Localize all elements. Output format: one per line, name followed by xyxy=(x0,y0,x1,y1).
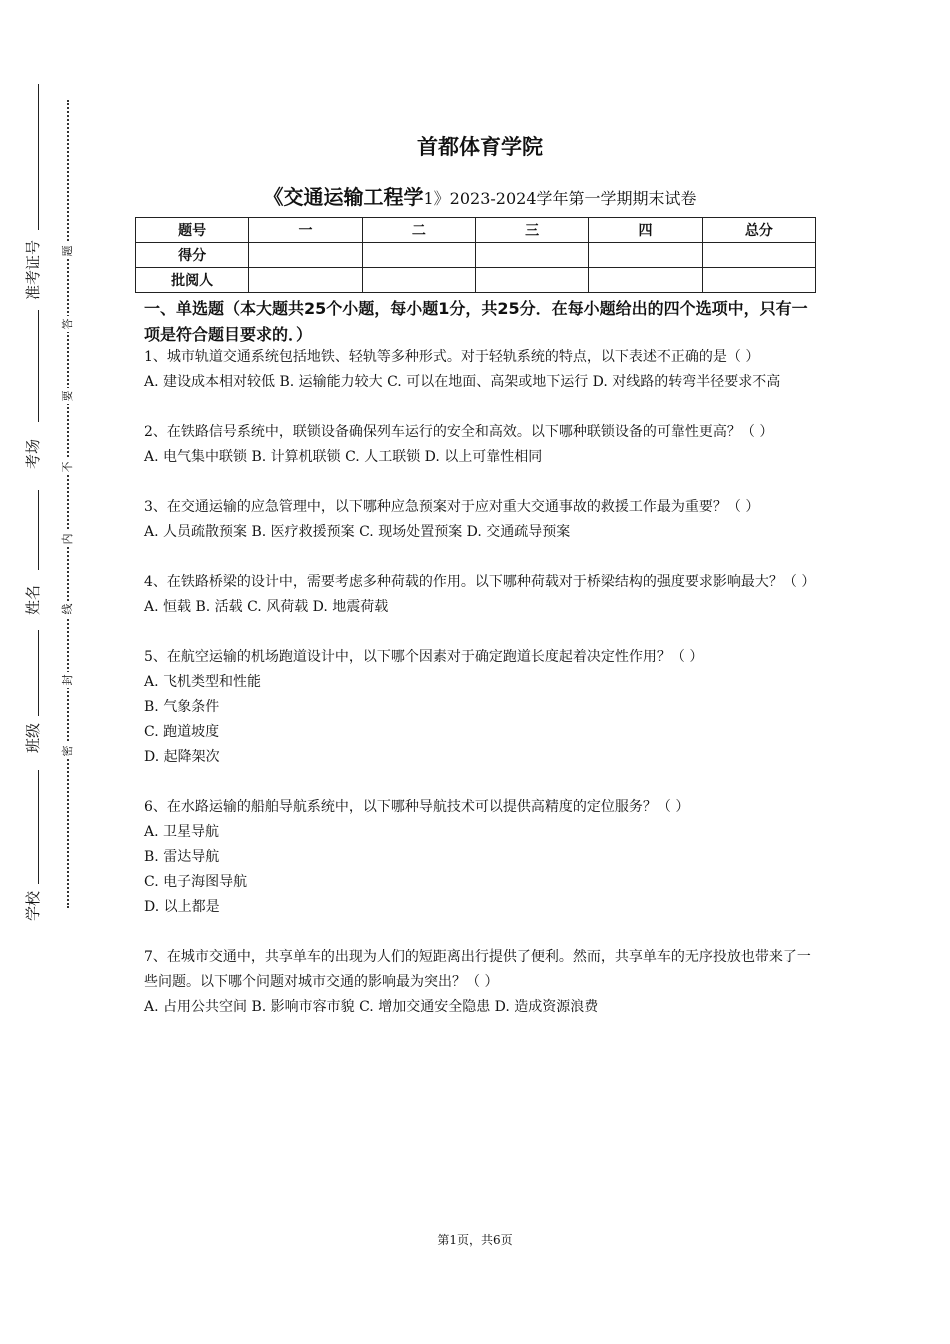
score-table-row xyxy=(136,243,816,268)
question-options: A. 占用公共空间 B. 影响市容市貌 C. 增加交通安全隐患 D. 造成资源浪费 xyxy=(144,999,599,1015)
section-heading: 一、单选题（本大题共25个小题，每小题1分，共25分．在每小题给出的四个选项中，只有一项是符合题目要求的．） xyxy=(144,299,808,344)
question-option: B. 雷达导航 xyxy=(144,849,220,865)
seal-dotted-line xyxy=(67,100,69,908)
score-cell xyxy=(249,243,362,268)
seal-char: 要 xyxy=(60,388,76,404)
question-item xyxy=(144,420,816,470)
seal-char: 不 xyxy=(60,459,76,475)
question-stem: 7、在城市交通中，共享单车的出现为人们的短距离出行提供了便利。然而，共享单车的无序投放也带来了一些问题。以下哪个问题对城市交通的影响最为突出？（ ） xyxy=(144,949,811,990)
score-col-header: 三 xyxy=(475,218,588,243)
score-row-header: 得分 xyxy=(136,243,249,268)
course-name: 《交通运输工程学 xyxy=(263,185,424,209)
score-col-header: 四 xyxy=(589,218,702,243)
score-cell xyxy=(475,243,588,268)
score-table xyxy=(135,217,816,293)
question-option: A. 卫星导航 xyxy=(144,824,220,840)
question-options: A. 建设成本相对较低 B. 运输能力较大 C. 可以在地面、高架或地下运行 D. 对线路的转弯半径要求不高 xyxy=(144,374,781,390)
margin-label-class: 班级 xyxy=(23,722,42,753)
question-list xyxy=(144,345,816,1045)
seal-char: 密 xyxy=(60,743,76,759)
question-option: D. 以上都是 xyxy=(144,899,220,915)
score-cell xyxy=(589,243,702,268)
page-footer: 第1页，共6页 xyxy=(437,1233,513,1247)
question-option: A. 飞机类型和性能 xyxy=(144,674,262,690)
question-stem: 6、在水路运输的船舶导航系统中，以下哪种导航技术可以提供高精度的定位服务？（ ） xyxy=(144,799,690,815)
score-cell xyxy=(589,268,702,293)
score-col-header: 二 xyxy=(362,218,475,243)
exam-title xyxy=(144,181,816,210)
question-item xyxy=(144,645,816,770)
score-cell xyxy=(702,243,815,268)
margin-label-exam-number: 准考证号 xyxy=(23,239,42,300)
score-cell xyxy=(475,268,588,293)
score-table-row xyxy=(136,268,816,293)
seal-char: 封 xyxy=(60,672,76,688)
question-stem: 5、在航空运输的机场跑道设计中，以下哪个因素对于确定跑道长度起着决定性作用？（ ） xyxy=(144,649,704,665)
score-cell xyxy=(702,268,815,293)
seal-char: 题 xyxy=(60,243,76,259)
question-options: A. 恒载 B. 活载 C. 风荷载 D. 地震荷载 xyxy=(144,599,389,615)
seal-char: 答 xyxy=(60,316,76,332)
seal-char: 线 xyxy=(60,601,76,617)
margin-label-name: 姓名 xyxy=(23,584,42,615)
question-item xyxy=(144,570,816,620)
score-cell xyxy=(362,268,475,293)
margin-line xyxy=(38,310,39,422)
margin-line xyxy=(38,490,39,570)
score-col-header: 总分 xyxy=(702,218,815,243)
question-stem: 4、在铁路桥梁的设计中，需要考虑多种荷载的作用。以下哪种荷载对于桥梁结构的强度要求影响最大？（ ） xyxy=(144,574,816,590)
score-cell xyxy=(362,243,475,268)
margin-line xyxy=(38,84,39,230)
question-item xyxy=(144,345,816,395)
question-item xyxy=(144,795,816,920)
margin-label-exam-room: 考场 xyxy=(23,438,42,469)
question-option: C. 电子海图导航 xyxy=(144,874,248,890)
question-stem: 3、在交通运输的应急管理中，以下哪种应急预案对于应对重大交通事故的救援工作最为重要？（ ） xyxy=(144,499,760,515)
question-stem: 1、城市轨道交通系统包括地铁、轻轨等多种形式。对于轻轨系统的特点，以下表述不正确的是（ ） xyxy=(144,349,760,365)
exam-term: 1》2023-2024学年第一学期期末试卷 xyxy=(423,189,697,208)
question-stem: 2、在铁路信号系统中，联锁设备确保列车运行的安全和高效。以下哪种联锁设备的可靠性更高？（ ） xyxy=(144,424,774,440)
question-option: B. 气象条件 xyxy=(144,699,220,715)
score-col-header: 一 xyxy=(249,218,362,243)
question-item xyxy=(144,495,816,545)
school-name: 首都体育学院 xyxy=(417,135,543,159)
question-item xyxy=(144,945,816,1020)
question-option: D. 起降架次 xyxy=(144,749,220,765)
seal-char: 内 xyxy=(60,531,76,547)
margin-label-school: 学校 xyxy=(23,890,42,921)
question-options: A. 电气集中联锁 B. 计算机联锁 C. 人工联锁 D. 以上可靠性相同 xyxy=(144,449,543,465)
question-option: C. 跑道坡度 xyxy=(144,724,220,740)
score-row-header: 批阅人 xyxy=(136,268,249,293)
question-options: A. 人员疏散预案 B. 医疗救援预案 C. 现场处置预案 D. 交通疏导预案 xyxy=(144,524,571,540)
margin-line xyxy=(38,770,39,884)
score-cell xyxy=(249,268,362,293)
margin-line xyxy=(38,630,39,716)
score-col-header: 题号 xyxy=(136,218,249,243)
score-table-header-row xyxy=(136,218,816,243)
